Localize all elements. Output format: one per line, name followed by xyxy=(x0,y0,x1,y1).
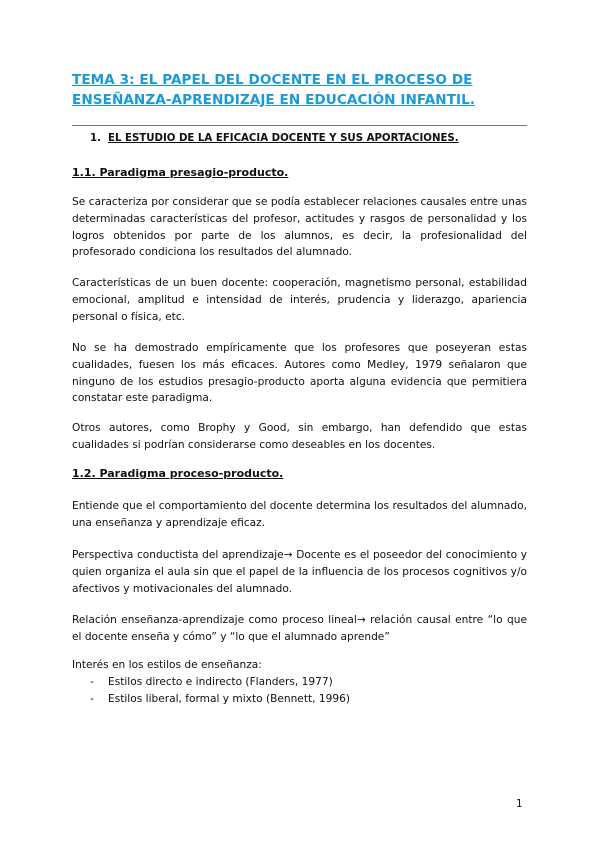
page-number: 1 xyxy=(516,798,523,810)
title-divider xyxy=(72,125,527,126)
subsection-heading-1-2: 1.2. Paradigma proceso-producto. xyxy=(72,467,284,480)
section-heading-1 xyxy=(90,133,459,144)
paragraph-1-2-a: Entiende que el comportamiento del docente determina los resultados del alumnado, una enseñanza y aprendizaje eficaz. xyxy=(72,500,527,529)
list-item xyxy=(72,691,527,708)
subsection-heading-1-1: 1.1. Paradigma presagio-producto. xyxy=(72,166,289,179)
list-bullet: - xyxy=(90,693,94,705)
document-title: TEMA 3: EL PAPEL DEL DOCENTE EN EL PROCESO DE ENSEÑANZA-APRENDIZAJE EN EDUCACIÓN INFANTIL. xyxy=(72,72,476,108)
teaching-styles-list xyxy=(72,674,527,708)
paragraph-1-2-c: Relación enseñanza-aprendizaje como proceso lineal→ relación causal entre “lo que el docente enseña y cómo” y “lo que el alumnado aprende” xyxy=(72,614,527,643)
paragraph-1-1-a: Se caracteriza por considerar que se podía establecer relaciones causales entre unas determinadas características del profesor, actitudes y rasgos de personalidad y los logros obtenidos por parte de los alumnos, es decir, la profesionalidad del profesorado condiciona los resultados del alumnado. xyxy=(72,196,527,259)
paragraph-1-2-b: Perspectiva conductista del aprendizaje→ Docente es el poseedor del conocimiento y quien organiza el aula sin que el papel de la influencia de los procesos cognitivos y/o afectivos y motivacionales del alumnado. xyxy=(72,549,527,595)
paragraph-1-1-b: Características de un buen docente: cooperación, magnetismo personal, estabilidad emocional, amplitud e intensidad de interés, prudencia y liderazgo, apariencia personal o física, etc. xyxy=(72,277,527,323)
section-number: 1. xyxy=(90,133,101,144)
list-item-text: Estilos directo e indirecto (Flanders, 1977) xyxy=(108,676,333,688)
list-item-text: Estilos liberal, formal y mixto (Bennett, 1996) xyxy=(108,693,350,705)
list-bullet: - xyxy=(90,676,94,688)
section-label: EL ESTUDIO DE LA EFICACIA DOCENTE Y SUS APORTACIONES. xyxy=(108,133,459,144)
list-item xyxy=(72,674,527,691)
paragraph-1-2-d: Interés en los estilos de enseñanza: xyxy=(72,659,262,671)
paragraph-1-1-c: No se ha demostrado empíricamente que los profesores que poseyeran estas cualidades, fuesen los más eficaces. Autores como Medley, 1979 señalaron que ninguno de los estudios presagio-producto aporta alguna evidencia que permitiera constatar este paradigma. xyxy=(72,342,527,405)
paragraph-1-1-d: Otros autores, como Brophy y Good, sin embargo, han defendido que estas cualidades si podrían considerarse como deseables en los docentes. xyxy=(72,422,527,451)
